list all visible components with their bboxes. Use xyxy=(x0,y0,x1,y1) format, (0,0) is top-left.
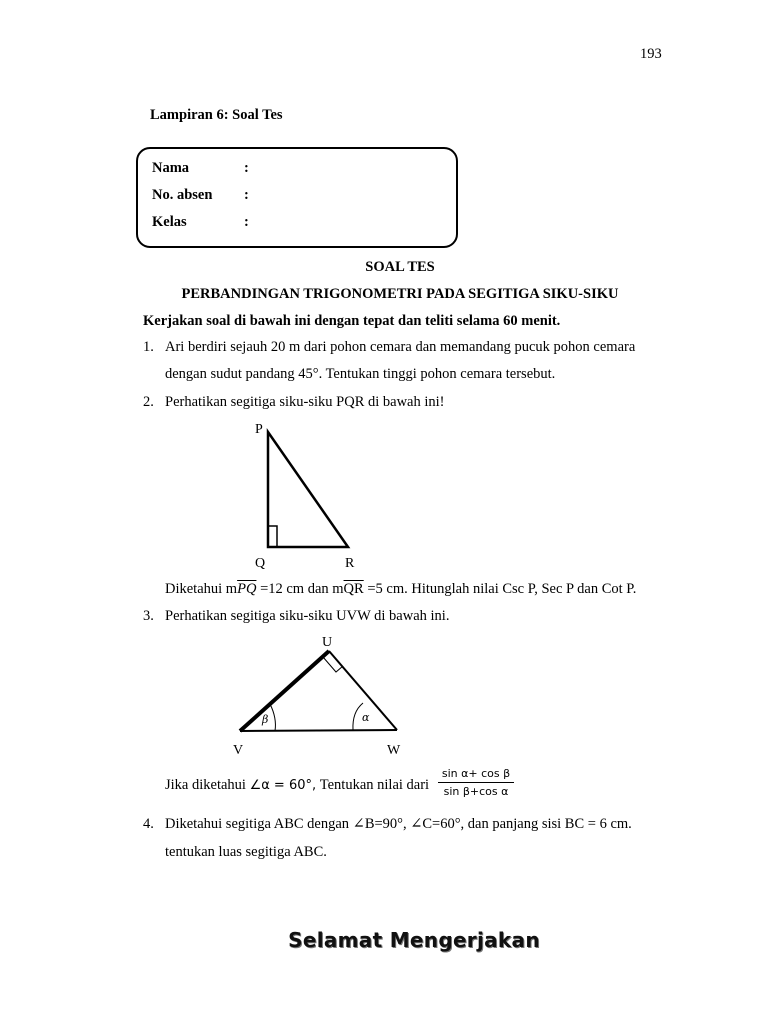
q3-given-suffix: Tentukan nilai dari xyxy=(316,777,430,793)
id-colon: : xyxy=(244,214,249,230)
triangle-pqr xyxy=(268,432,348,547)
triangle-pqr-figure xyxy=(240,415,380,575)
id-label-nama: Nama xyxy=(152,160,190,176)
q3-given-prefix: Jika diketahui xyxy=(165,777,250,793)
segment-qr: $\overline{QR}$ xyxy=(343,581,364,597)
q4-line2: tentukan luas segitiga ABC. xyxy=(165,844,327,860)
id-colon: : xyxy=(244,160,249,176)
vertex-v: V xyxy=(233,743,244,758)
q1-line2: dengan sudut pandang 45°. Tentukan tinggi pohon cemara tersebut. xyxy=(165,366,556,382)
heading: SOAL TES xyxy=(365,259,435,275)
q2-given-mid: =12 cm dan m xyxy=(256,581,344,597)
vertex-w: W xyxy=(387,743,401,758)
q4-line1: Diketahui segitiga ABC dengan ∠B=90°, ∠C=60°, dan panjang sisi BC = 6 cm. xyxy=(165,816,632,832)
fraction-numerator: sin α+ cos β xyxy=(441,767,511,780)
vertex-q: Q xyxy=(255,556,266,571)
q3-number: 3. xyxy=(143,608,154,624)
q1-line1: Ari berdiri sejauh 20 m dari pohon cemara dan memandang pucuk pohon cemara xyxy=(165,339,636,355)
q2-given xyxy=(165,581,636,598)
q2-number: 2. xyxy=(143,394,154,410)
vertex-r: R xyxy=(345,556,355,571)
id-label-absen: No. absen xyxy=(152,187,213,203)
q2-given-suffix: =5 cm. Hitunglah nilai Csc P, Sec P dan Cot P. xyxy=(363,581,637,597)
appendix-title: Lampiran 6: Soal Tes xyxy=(150,107,283,123)
vertex-u: U xyxy=(322,635,333,650)
q3-given-angle: ∠α = 60°, xyxy=(249,778,317,793)
fraction-denominator: sin β+cos α xyxy=(443,785,509,798)
vertex-p: P xyxy=(255,422,263,437)
instruction: Kerjakan soal di bawah ini dengan tepat dan teliti selama 60 menit. xyxy=(143,313,561,329)
right-angle-marker xyxy=(268,526,277,547)
fraction-bar xyxy=(438,782,514,783)
page-number: 193 xyxy=(640,46,662,62)
q2-given-prefix: Diketahui m xyxy=(165,581,238,597)
subheading: PERBANDINGAN TRIGONOMETRI PADA SEGITIGA SIKU-SIKU xyxy=(181,286,619,302)
q3-text: Perhatikan segitiga siku-siku UVW di bawah ini. xyxy=(165,608,450,624)
beta-arc xyxy=(270,704,275,731)
identity-box xyxy=(136,147,458,248)
angle-alpha: α xyxy=(362,711,370,724)
segment-pq: $\overline{PQ}$ xyxy=(237,581,257,597)
q4-number: 4. xyxy=(143,816,154,832)
q3-fraction xyxy=(438,767,514,798)
closing-message: Selamat Mengerjakan xyxy=(288,928,540,952)
q3-given xyxy=(165,777,429,794)
q2-text: Perhatikan segitiga siku-siku PQR di bawah ini! xyxy=(165,394,445,410)
triangle-uvw-figure xyxy=(225,630,415,760)
q1-number: 1. xyxy=(143,339,154,355)
id-colon: : xyxy=(244,187,249,203)
angle-beta: β xyxy=(262,713,269,726)
id-label-kelas: Kelas xyxy=(152,214,187,230)
